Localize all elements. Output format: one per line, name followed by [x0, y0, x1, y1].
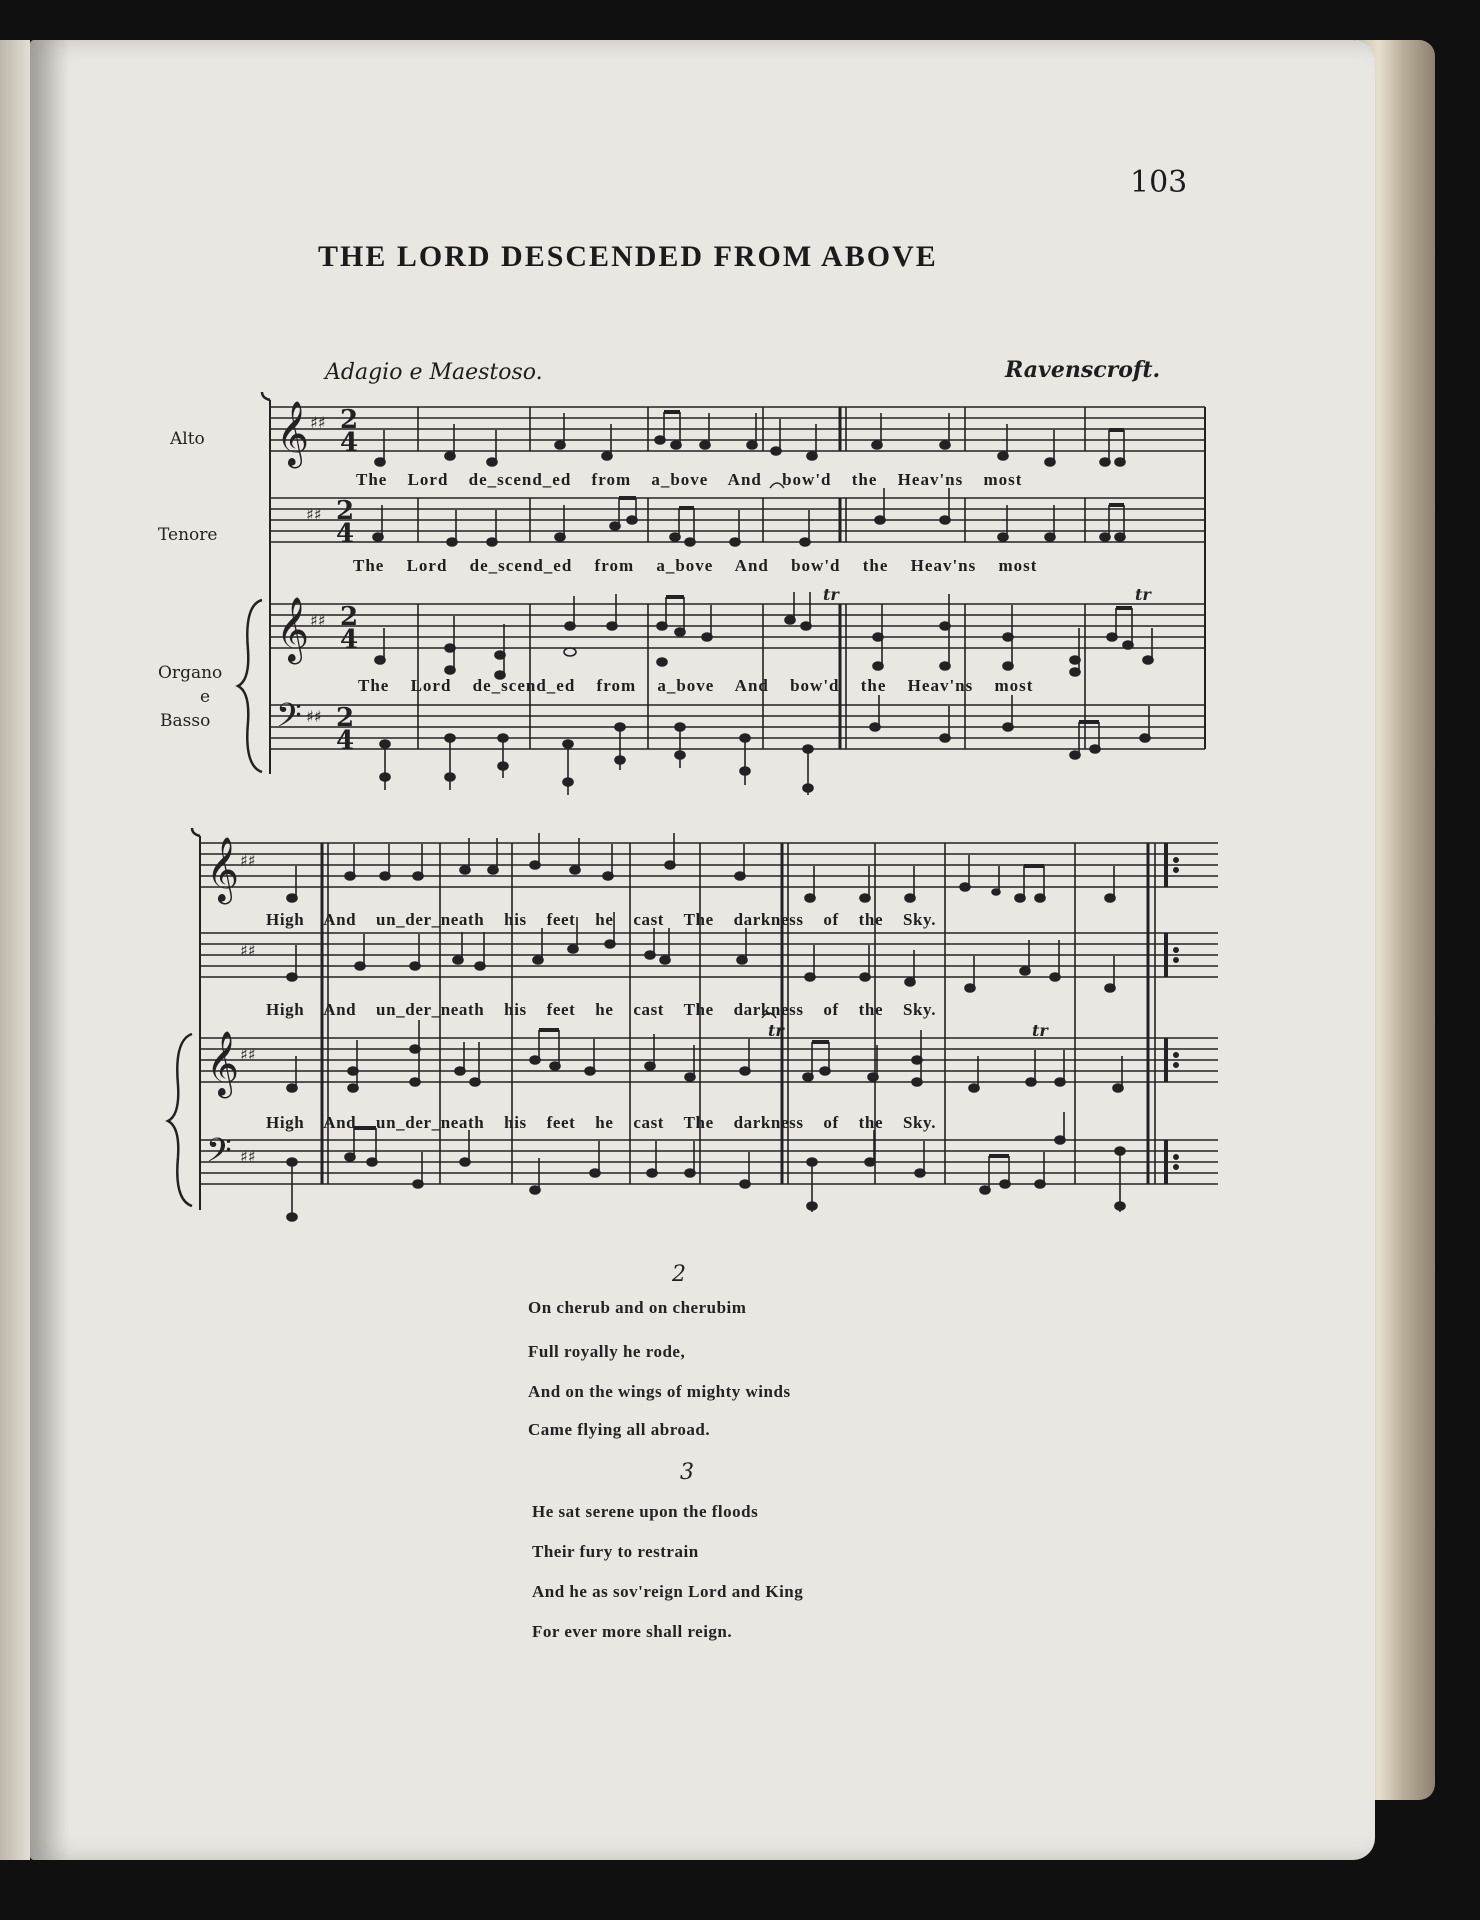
- lyrics-organ-1: The Lord de_scend_ed from a_bove And bow'd the Heav'ns most: [358, 676, 1034, 695]
- time-sig-top-organ-1: 2: [340, 602, 359, 632]
- time-sig-bottom-alto-1: 4: [340, 428, 359, 458]
- organ-brace-1: [238, 600, 262, 772]
- trill-mark-3: tr: [768, 1021, 784, 1040]
- treble-clef-organ-1: 𝄞: [276, 597, 310, 662]
- trill-mark-1: tr: [823, 585, 839, 604]
- trill-mark-2: tr: [1135, 585, 1151, 604]
- trill-mark-4: tr: [1032, 1021, 1048, 1040]
- composer-name: Ravenscroft.: [1005, 357, 1161, 383]
- system-bracket-top-1: [262, 392, 270, 400]
- system-bracket-top-2: [192, 828, 200, 836]
- time-sig-bottom-bass-1: 4: [336, 726, 355, 756]
- notes-organ-bass-1: [380, 695, 1150, 795]
- verse-3-line-3: And he as sov'reign Lord and King: [532, 1582, 804, 1601]
- time-sig-top-alto-1: 2: [340, 405, 359, 435]
- staff-organ-bass-1: [270, 705, 1205, 749]
- staff-alto-2: [200, 843, 1218, 887]
- part-label-alto: Alto: [170, 429, 205, 449]
- staff-organ-bass-2: [200, 1140, 1218, 1184]
- trill-marks: [768, 585, 1152, 1040]
- notes-alto-1: [375, 412, 1125, 466]
- page-title: THE LORD DESCENDED FROM ABOVE: [318, 240, 938, 273]
- verse-2-line-2: Full royally he rode,: [528, 1342, 686, 1361]
- part-label-e: e: [200, 687, 211, 707]
- part-label-organo: Organo: [158, 663, 223, 683]
- treble-clef-alto-2: 𝄞: [206, 837, 240, 902]
- lyrics-alto-1: The Lord de_scend_ed from a_bove And bow'd the Heav'ns most: [356, 470, 1023, 489]
- staff-alto-1: [270, 407, 1205, 451]
- clefs-and-signatures: [206, 401, 325, 1178]
- page-number: 103: [1130, 165, 1188, 200]
- key-signature-alto-2: ♯♯: [240, 851, 256, 870]
- verse-2-line-1: On cherub and on cherubim: [528, 1298, 747, 1317]
- organ-brace-2: [168, 1034, 192, 1206]
- bass-clef-organ-1: 𝄢: [276, 697, 302, 743]
- time-sig-bottom-organ-1: 4: [340, 625, 359, 655]
- notes-tenore-1: [373, 488, 1125, 546]
- key-signature-organ-2: ♯♯: [240, 1045, 256, 1064]
- lyrics-tenore-1: The Lord de_scend_ed from a_bove And bow'd the Heav'ns most: [353, 556, 1038, 575]
- verse-number-2: 2: [672, 1262, 686, 1287]
- bass-clef-organ-2: 𝄢: [206, 1132, 232, 1178]
- verse-3-line-4: For ever more shall reign.: [532, 1622, 733, 1641]
- time-sig-top-tenore-1: 2: [336, 496, 355, 526]
- staff-organ-treble-1: [270, 604, 1205, 648]
- key-signature-tenore-2: ♯♯: [240, 941, 256, 960]
- time-sig-bottom-tenore-1: 4: [336, 519, 355, 549]
- time-signatures: [336, 405, 358, 756]
- system-1-staves: [270, 400, 1205, 774]
- staff-tenore-1: [270, 498, 1205, 542]
- verse-2-line-4: Came flying all abroad.: [528, 1420, 711, 1439]
- key-signature-tenore-1: ♯♯: [306, 505, 322, 524]
- final-repeat-signs: [1166, 843, 1179, 1184]
- key-signature-bass-2: ♯♯: [240, 1147, 256, 1166]
- treble-clef-organ-2: 𝄞: [206, 1031, 240, 1096]
- treble-clef-alto-1: 𝄞: [276, 401, 310, 466]
- lyrics-organ-2: High And un_der_neath his feet he cast The darkness of the Sky.: [266, 1113, 937, 1132]
- key-signature-alto-1: ♯♯: [310, 413, 326, 432]
- key-signature-bass-1: ♯♯: [306, 707, 322, 726]
- verse-3-line-1: He sat serene upon the floods: [532, 1502, 759, 1521]
- time-sig-top-bass-1: 2: [336, 703, 355, 733]
- verse-2-line-3: And on the wings of mighty winds: [528, 1382, 791, 1401]
- key-signature-organ-1: ♯♯: [310, 611, 326, 630]
- tempo-marking: Adagio e Maestoso.: [325, 360, 543, 385]
- verse-number-3: 3: [680, 1460, 694, 1485]
- part-label-tenore: Tenore: [158, 525, 218, 545]
- part-label-basso: Basso: [160, 711, 211, 731]
- staff-tenore-2: [200, 933, 1218, 977]
- notes-organ-treble-1: [375, 592, 1153, 679]
- verse-3-line-2: Their fury to restrain: [532, 1542, 699, 1561]
- lyrics-alto-2: High And un_der_neath his feet he cast The darkness of the Sky.: [266, 910, 937, 929]
- lyrics-tenore-2: High And un_der_neath his feet he cast The darkness of the Sky.: [266, 1000, 937, 1019]
